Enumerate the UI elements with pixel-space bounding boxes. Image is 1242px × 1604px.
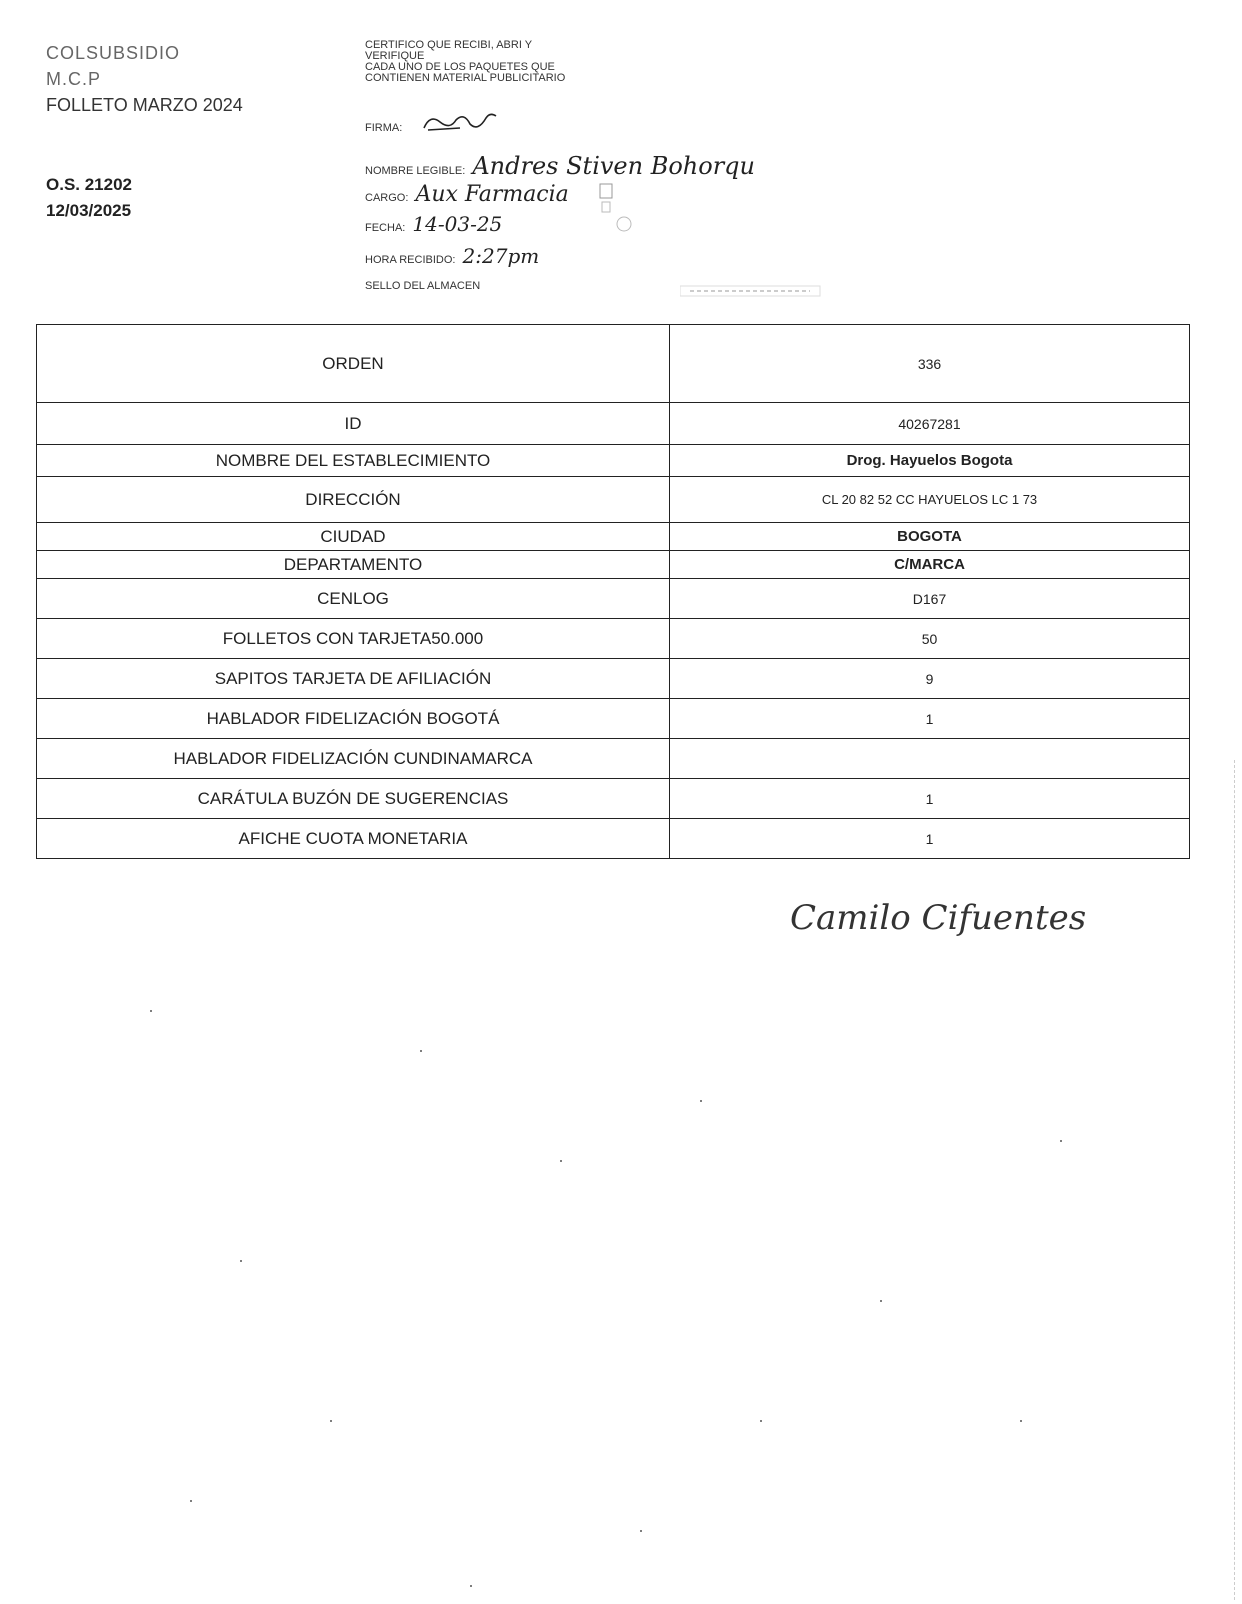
- table-row: [37, 699, 1190, 739]
- row-value: Drog. Hayuelos Bogota: [670, 445, 1190, 477]
- row-value: 50: [670, 619, 1190, 659]
- scan-speck: [470, 1585, 472, 1587]
- hora-field: [365, 244, 539, 268]
- company-name: COLSUBSIDIO: [46, 43, 181, 63]
- cargo-label: CARGO:: [365, 192, 409, 204]
- table-row: [37, 403, 1190, 445]
- scan-speck: [190, 1500, 192, 1502]
- fecha-handwritten: 14-03-25: [412, 212, 503, 236]
- delivery-table: [36, 324, 1190, 859]
- fecha-label: FECHA:: [365, 222, 406, 234]
- table-row: [37, 619, 1190, 659]
- row-label: SAPITOS TARJETA DE AFILIACIÓN: [37, 659, 670, 699]
- row-label: NOMBRE DEL ESTABLECIMIENTO: [37, 445, 670, 477]
- certificate-line: VERIFIQUE: [365, 50, 425, 62]
- store-stamp-mark: [680, 274, 880, 304]
- scan-speck: [700, 1100, 702, 1102]
- fecha-field: [365, 212, 502, 236]
- row-value: CL 20 82 52 CC HAYUELOS LC 1 73: [670, 477, 1190, 523]
- row-label: HABLADOR FIDELIZACIÓN BOGOTÁ: [37, 699, 670, 739]
- table-row: [37, 477, 1190, 523]
- os-date: 12/03/2025: [46, 201, 132, 220]
- scan-speck: [560, 1160, 562, 1162]
- os-number: O.S. 21202: [46, 175, 133, 194]
- row-label: HABLADOR FIDELIZACIÓN CUNDINAMARCA: [37, 739, 670, 779]
- row-label: AFICHE CUOTA MONETARIA: [37, 819, 670, 859]
- row-value: 1: [670, 819, 1190, 859]
- scan-speck: [420, 1050, 422, 1052]
- table-row: [37, 659, 1190, 699]
- row-value: BOGOTA: [670, 523, 1190, 551]
- scan-speck: [240, 1260, 242, 1262]
- table-row: [37, 325, 1190, 403]
- header-left-block: [46, 40, 243, 118]
- certificate-statement: [365, 40, 565, 84]
- cargo-handwritten: Aux Farmacia: [415, 182, 569, 207]
- scan-speck: [640, 1530, 642, 1532]
- flyer-title: FOLLETO MARZO 2024: [46, 95, 243, 115]
- row-label: ID: [37, 403, 670, 445]
- row-value: 40267281: [670, 403, 1190, 445]
- order-service-block: [46, 172, 132, 224]
- handwritten-note: Camilo Cifuentes: [790, 898, 1087, 938]
- scan-speck: [330, 1420, 332, 1422]
- scan-speck: [1060, 1140, 1062, 1142]
- table-row: [37, 551, 1190, 579]
- row-value: [670, 739, 1190, 779]
- certificate-line: CADA UNO DE LOS PAQUETES QUE: [365, 61, 555, 73]
- nombre-handwritten: Andres Stiven Bohorqu: [472, 152, 755, 180]
- row-value: 1: [670, 779, 1190, 819]
- firma-label: FIRMA:: [365, 122, 403, 134]
- row-value: 336: [670, 325, 1190, 403]
- cargo-field: [365, 182, 569, 207]
- row-value: 1: [670, 699, 1190, 739]
- row-value: C/MARCA: [670, 551, 1190, 579]
- row-label: DEPARTAMENTO: [37, 551, 670, 579]
- scan-speck: [880, 1300, 882, 1302]
- sello-field: [365, 280, 480, 292]
- nombre-label: NOMBRE LEGIBLE:: [365, 165, 466, 177]
- sello-label: SELLO DEL ALMACEN: [365, 280, 481, 292]
- nombre-field: [365, 152, 755, 180]
- table-row: [37, 445, 1190, 477]
- signature-scribble: [420, 108, 500, 136]
- row-value: 9: [670, 659, 1190, 699]
- row-label: DIRECCIÓN: [37, 477, 670, 523]
- stamp-mark: [596, 180, 636, 240]
- table-row: [37, 523, 1190, 551]
- row-label: CARÁTULA BUZÓN DE SUGERENCIAS: [37, 779, 670, 819]
- table-row: [37, 779, 1190, 819]
- hora-handwritten: 2:27pm: [462, 244, 540, 268]
- table-row: [37, 739, 1190, 779]
- company-code: M.C.P: [46, 69, 102, 89]
- firma-field: [365, 122, 402, 134]
- scan-speck: [150, 1010, 152, 1012]
- row-label: CENLOG: [37, 579, 670, 619]
- table-row: [37, 819, 1190, 859]
- row-label: CIUDAD: [37, 523, 670, 551]
- scan-speck: [760, 1420, 762, 1422]
- certificate-line: CERTIFICO QUE RECIBI, ABRI Y: [365, 39, 533, 51]
- row-label: FOLLETOS CON TARJETA50.000: [37, 619, 670, 659]
- scan-speck: [1020, 1420, 1022, 1422]
- row-label: ORDEN: [37, 325, 670, 403]
- scan-edge-line: [1234, 760, 1236, 1600]
- hora-label: HORA RECIBIDO:: [365, 254, 456, 266]
- row-value: D167: [670, 579, 1190, 619]
- table-row: [37, 579, 1190, 619]
- certificate-line: CONTIENEN MATERIAL PUBLICITARIO: [365, 72, 566, 84]
